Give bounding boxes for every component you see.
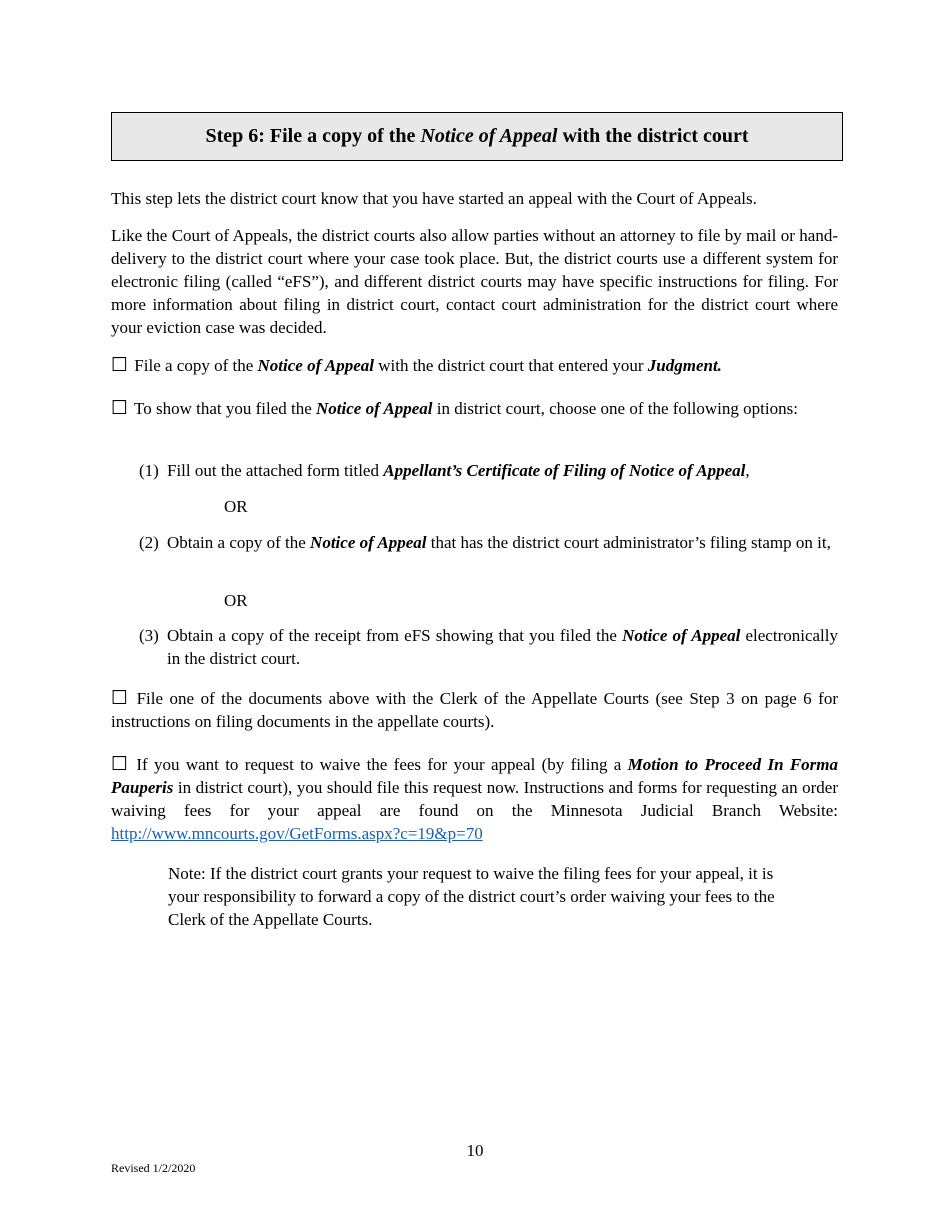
checkbox-icon[interactable]: ☐ (111, 687, 129, 709)
note-paragraph: Note: If the district court grants your request to waive the filing fees for your appeal, it is your responsibility to forward a copy of the district court’s order waiving your fees to the Clerk of the Appellate Courts. (168, 864, 775, 929)
revised-date: Revised 1/2/2020 (111, 1161, 196, 1175)
option-item (139, 624, 838, 670)
checklist-item-show-filed: ☐ To show that you filed the Notice of Appeal in district court, choose one of the following options: (111, 397, 798, 419)
option-text: Obtain a copy of the receipt from eFS showing that you filed the Notice of Appeal electronically in the district court. (167, 626, 839, 668)
page-number: 10 (466, 1141, 484, 1160)
option-item (139, 459, 838, 482)
or-separator: OR (224, 497, 248, 516)
checkbox-icon[interactable]: ☐ (111, 397, 129, 419)
checklist-item-waive-fees: ☐ If you want to request to waive the fees for your appeal (by filing a Motion to Proceed In Forma Pauperis in district court), you should file this request now. Instructions and forms for requesting an order waiving fees for your appeal are found on the Minnesota Judicial Branch Website: http://www.mncourts.gov/GetForms.aspx?c=19&p=70 (111, 753, 839, 843)
checkbox-icon[interactable]: ☐ (111, 354, 129, 376)
checklist-item-file-documents: ☐ File one of the documents above with the Clerk of the Appellate Courts (see Step 3 on page 6 for instructions on filing documents in the appellate courts). (111, 687, 839, 731)
checkbox-icon[interactable]: ☐ (111, 753, 129, 775)
or-separator: OR (224, 591, 248, 610)
option-number: (2) (139, 533, 159, 552)
step-title-box (111, 112, 843, 161)
checklist-item-file-copy: ☐ File a copy of the Notice of Appeal with the district court that entered your Judgment. (111, 354, 722, 376)
step-title: Step 6: File a copy of the Notice of Appeal with the district court (205, 125, 749, 147)
option-number: (3) (139, 626, 159, 645)
option-item (139, 531, 838, 554)
option-text: Obtain a copy of the Notice of Appeal that has the district court administrator’s filing stamp on it, (167, 533, 831, 552)
option-number: (1) (139, 461, 159, 480)
filing-paragraph: Like the Court of Appeals, the district courts also allow parties without an attorney to file by mail or hand-delivery to the district court where your case took place. But, the district courts use a different system for electronic filing (called “eFS”), and different district courts may have specific instructions for filing. For more information about filing in district court, contact court administration for the district court where your eviction case was decided. (111, 226, 838, 337)
intro-paragraph: This step lets the district court know that you have started an appeal with the Court of Appeals. (111, 189, 757, 208)
forms-link[interactable]: http://www.mncourts.gov/GetForms.aspx?c=19&p=70 (111, 824, 483, 843)
option-text: Fill out the attached form titled Appellant’s Certificate of Filing of Notice of Appeal, (167, 461, 750, 480)
